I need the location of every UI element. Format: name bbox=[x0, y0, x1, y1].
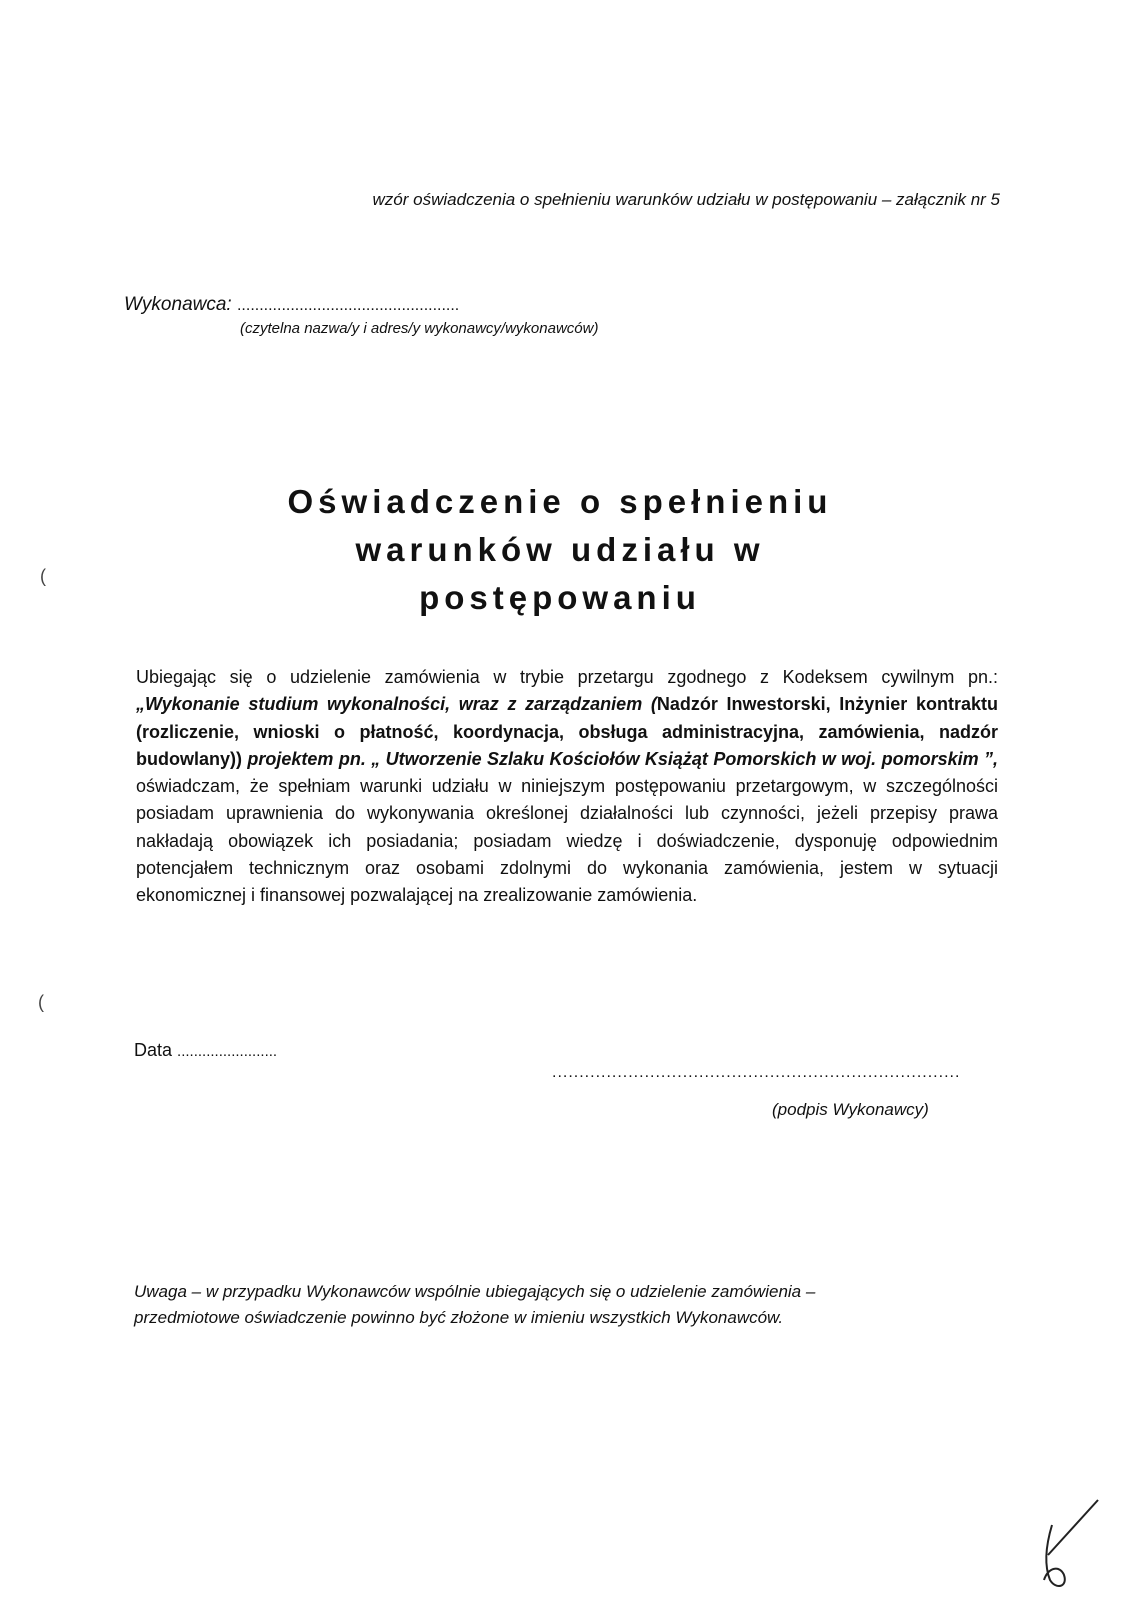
handwritten-initial bbox=[1030, 1495, 1120, 1600]
contractor-hint: (czytelna nazwa/y i adres/y wykonawcy/wykonawców) bbox=[240, 320, 599, 337]
note-line-2: przedmiotowe oświadczenie powinno być złożone w imieniu wszystkich Wykonawców. bbox=[134, 1308, 784, 1327]
contractor-line bbox=[124, 294, 459, 316]
statement-body bbox=[136, 664, 998, 910]
date-line bbox=[134, 1040, 277, 1061]
signature-line: ........................................................................... bbox=[552, 1064, 961, 1081]
note-line-1: Uwaga – w przypadku Wykonawców wspólnie ubiegających się o udzielenie zamówienia – bbox=[134, 1282, 816, 1301]
title-line-2: warunków udziału w bbox=[355, 531, 765, 568]
body-declaration: oświadczam, że spełniam warunki udziału w niniejszym postępowaniu przetargowym, w szczególności posiadam uprawnienia do wykonywania określonej działalności lub czynności, jeżeli przepisy prawa nakładają obowiązek ich posiadania; posiadam wiedzę i doświadczenie, dysponuję odpowiednim potencjałem technicznym oraz osobami zdolnymi do wykonania zamówienia, jestem w sytuacji ekonomicznej i finansowej pozwalającej na zrealizowanie zamówienia. bbox=[136, 776, 998, 906]
date-label: Data bbox=[134, 1040, 173, 1060]
body-intro: Ubiegając się o udzielenie zamówienia w trybie przetargu zgodnego z Kodeksem cywilnym pn.: bbox=[136, 667, 998, 687]
title-line-1: Oświadczenie o spełnieniu bbox=[287, 483, 833, 520]
body-project-title: projektem pn. „ Utworzenie Szlaku Kościołów Książąt Pomorskich w woj. pomorskim ”, bbox=[247, 748, 999, 769]
body-scope: Nadzór Inwestorski, Inżynier kontraktu (rozliczenie, wnioski o płatność, koordynacja, obsługa administracyjna, zamówienia, nadzór budowlany)) bbox=[136, 694, 998, 769]
signature-label: (podpis Wykonawcy) bbox=[772, 1100, 929, 1119]
date-dots: ........................ bbox=[177, 1043, 278, 1060]
note bbox=[134, 1279, 934, 1331]
margin-mark-1: ( bbox=[40, 566, 46, 586]
margin-mark-2: ( bbox=[38, 992, 44, 1012]
title-line-3: postępowaniu bbox=[419, 579, 701, 616]
contractor-dots: .................................................. bbox=[236, 297, 460, 314]
document-title bbox=[150, 478, 970, 622]
contractor-label: Wykonawca: bbox=[124, 294, 232, 315]
handwritten-initial-mark bbox=[1030, 1495, 1120, 1595]
header-note: wzór oświadczenia o spełnieniu warunków udziału w postępowaniu – załącznik nr 5 bbox=[372, 190, 1000, 209]
body-project-name: „Wykonanie studium wykonalności, wraz z zarządzaniem ( bbox=[136, 694, 657, 715]
